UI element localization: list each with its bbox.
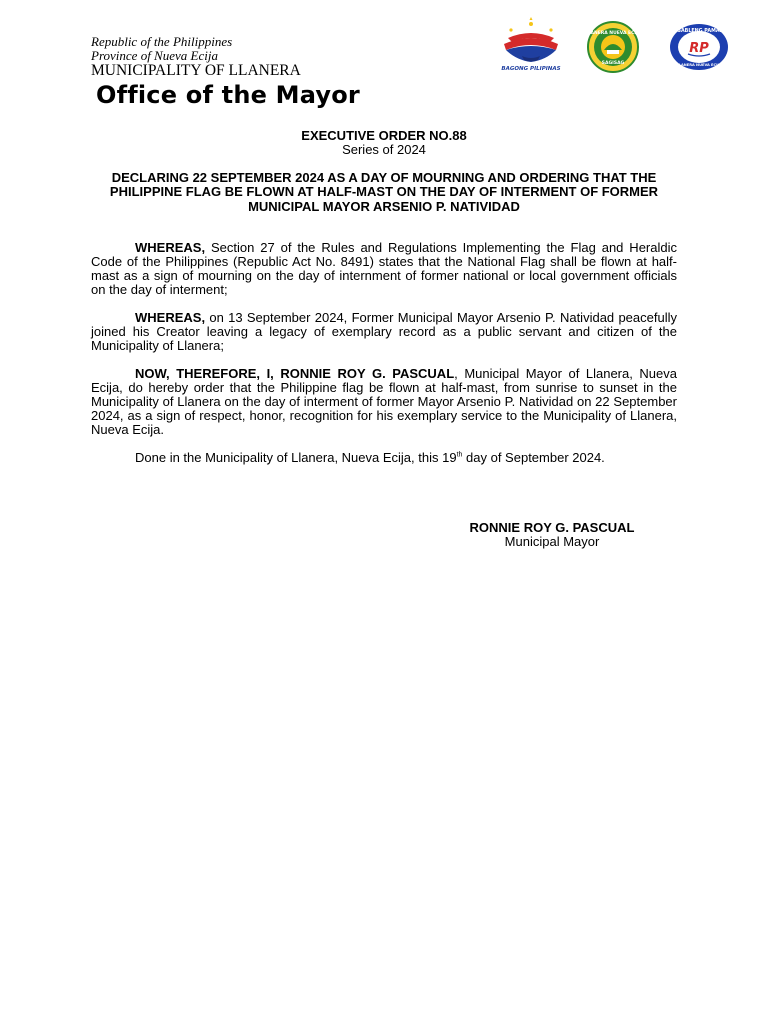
order-paragraph	[91, 367, 677, 437]
rp-seal-bottom-text: LLANERA NUEVA ECIJA	[676, 63, 722, 67]
paragraph-lead: NOW, THEREFORE, I, RONNIE ROY G. PASCUAL	[135, 366, 455, 381]
executive-order-heading: DECLARING 22 SEPTEMBER 2024 AS A DAY OF MOURNING AND ORDERING THAT THE PHILIPPINE FLAG BE FLOWN AT HALF-MAST ON THE DAY OF INTERMENT OF FORMER MUNICIPAL MAYOR ARSENIO P. NATIVIDAD	[109, 170, 659, 214]
done-paragraph	[91, 451, 677, 465]
paragraph-lead: WHEREAS,	[135, 310, 206, 325]
llanera-seal-bottom-text: SAGISAG	[601, 61, 625, 66]
paragraph-text: on 13 September 2024, Former Municipal Mayor Arsenio P. Natividad peacefully joined his Creator leaving a legacy of exemplary record as a public servant and citizen of the Municipality of Llanera;	[91, 310, 677, 353]
bagong-pilipinas-logo	[494, 16, 568, 72]
rp-seal-initials: RP	[689, 41, 709, 56]
paragraph-text: Section 27 of the Rules and Regulations Implementing the Flag and Heraldic Code of the Philippines (Republic Act No. 8491) states that the National Flag shall be flown at half-mast as a sign of mourning on the day of internment of former national or local government officials on the day of interment;	[91, 240, 677, 297]
llanera-seal-top-text: LLANERA NUEVA ECIJA	[584, 31, 642, 36]
signatory-name: RONNIE ROY G. PASCUAL	[469, 520, 635, 535]
llanera-seal	[582, 20, 644, 74]
ordinal-suffix: th	[456, 451, 463, 459]
executive-order-series: Series of 2024	[342, 142, 426, 157]
bagong-pilipinas-wordmark: BAGONG PILIPINAS	[501, 66, 561, 72]
province-line: Province of Nueva Ecija	[91, 48, 218, 63]
whereas-paragraph-1	[91, 241, 677, 297]
republic-line: Republic of the Philippines	[91, 34, 233, 49]
executive-order-title: EXECUTIVE ORDER NO.88	[301, 128, 467, 143]
done-text-b: day of September 2024.	[462, 450, 605, 465]
signatory-title: Municipal Mayor	[504, 534, 600, 549]
municipality-line: MUNICIPALITY OF LLANERA	[91, 62, 301, 79]
rp-seal	[655, 22, 743, 72]
paragraph-lead: WHEREAS,	[135, 240, 206, 255]
office-title: Office of the Mayor	[96, 81, 360, 109]
paragraph-text: , Municipal Mayor of Llanera, Nueva Ecija, do hereby order that the Philippine flag be flown at half-mast, from sunrise to sunset in the Municipality of Llanera on the day of interment of former Mayor Arsenio P. Natividad on 22 September 2024, as a sign of respect, honor, recognition for his exemplary service to the Municipality of Llanera, Nueva Ecija.	[91, 366, 677, 437]
rp-seal-top-text: RESPONSABLENG PAMAMAHALA	[655, 29, 743, 34]
letterhead	[91, 35, 360, 109]
logo-bar	[494, 16, 743, 76]
whereas-paragraph-2	[91, 311, 677, 353]
done-text-a: Done in the Municipality of Llanera, Nueva Ecija, this 19	[135, 450, 457, 465]
